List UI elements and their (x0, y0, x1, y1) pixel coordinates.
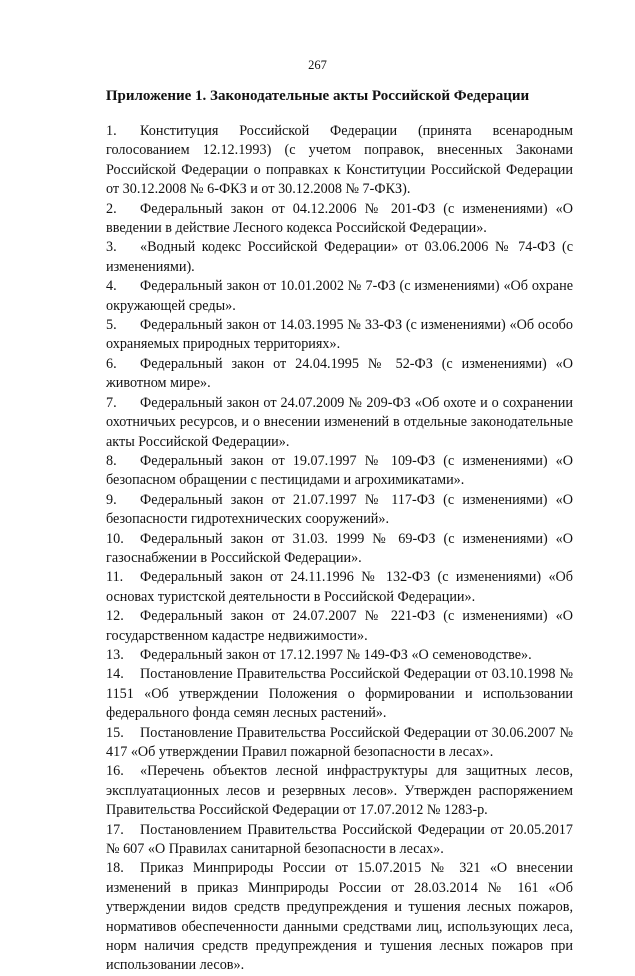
list-item-text: Постановлением Правительства Российской Федерации от 20.05.2017 № 607 «О Правилах санитарной безопасности в лесах». (106, 821, 573, 858)
list-item-text: Приказ Минприроды России от 15.07.2015 № 321 «О внесении изменений в приказ Минприроды России от 28.03.2014 № 161 «Об утверждении видов средств предупреждения и тушения лесных пожаров, нормативов обеспеченности данными средствами лиц, использующих леса, норм наличия средств предупреждения и тушения лесных пожаров при использовании лесов». (106, 860, 573, 974)
list-item-number: 8. (106, 452, 117, 469)
law-list-item (106, 122, 573, 200)
law-list-item (106, 821, 573, 860)
list-item-number: 18. (106, 860, 124, 877)
list-item-text: Федеральный закон от 24.11.1996 № 132-ФЗ (с изменениями) «Об основах туристской деятельности в Российской Федерации». (106, 569, 573, 605)
list-item-text: Федеральный закон от 14.03.1995 № 33-ФЗ (с изменениями) «Об особо охраняемых природных территориях». (106, 317, 573, 353)
list-item-text: Федеральный закон от 24.07.2009 № 209-ФЗ «Об охоте и о сохранении охотничьих ресурсов, и о внесении изменений в отдельные законодательные акты Российской Федерации». (106, 394, 573, 450)
list-item-number: 14. (106, 666, 124, 683)
list-item-number: 12. (106, 608, 124, 625)
law-list-item (106, 762, 573, 820)
list-item-number: 3. (106, 239, 117, 256)
law-list-item (106, 238, 573, 277)
list-item-text: Федеральный закон от 04.12.2006 № 201-ФЗ (с изменениями) «О введении в действие Лесного кодекса Российской Федерации». (106, 200, 573, 237)
list-item-number: 5. (106, 317, 117, 334)
list-item-number: 4. (106, 278, 117, 295)
page-number: 267 (308, 58, 327, 72)
law-list-item (106, 491, 573, 530)
list-item-number: 17. (106, 821, 124, 838)
list-item-text: Федеральный закон от 17.12.1997 № 149-ФЗ «О семеноводстве». (140, 646, 532, 663)
list-item-text: Федеральный закон от 24.07.2007 № 221-ФЗ (с изменениями) «О государственном кадастре недвижимости». (106, 608, 573, 644)
list-item-number: 9. (106, 491, 117, 508)
law-list-item (106, 665, 573, 723)
list-item-text: Конституция Российской Федерации (принята всенародным голосованием 12.12.1993) (с учетом поправок, внесенных Законами Российской Федерации о поправках к Конституции Российской Федерации от 30.12.2008 № 6-ФКЗ и от 30.12.2008 № 7-ФКЗ). (106, 123, 573, 198)
law-list-item (106, 394, 573, 452)
law-list-item (106, 355, 573, 394)
law-list-item (106, 277, 573, 316)
list-item-text: Федеральный закон от 19.07.1997 № 109-ФЗ (с изменениями) «О безопасном обращении с пестицидами и агрохимикатами». (106, 452, 573, 489)
list-item-text: Постановление Правительства Российской Федерации от 30.06.2007 № 417 «Об утверждении Правил пожарной безопасности в лесах». (106, 724, 573, 760)
law-list (106, 122, 573, 976)
list-item-number: 1. (106, 123, 117, 139)
list-item-number: 15. (106, 724, 124, 741)
law-list-item (106, 607, 573, 646)
list-item-text: Федеральный закон от 21.07.1997 № 117-ФЗ (с изменениями) «О безопасности гидротехнических сооружений». (106, 491, 573, 528)
list-item-number: 2. (106, 200, 117, 217)
list-item-number: 13. (106, 646, 124, 663)
list-item-number: 6. (106, 355, 117, 372)
list-item-text: Федеральный закон от 10.01.2002 № 7-ФЗ (с изменениями) «Об охране окружающей среды». (106, 278, 573, 314)
law-list-item (106, 200, 573, 239)
law-list-item (106, 316, 573, 355)
law-list-item (106, 530, 573, 569)
list-item-text: Постановление Правительства Российской Федерации от 03.10.1998 № 1151 «Об утверждении Положения о формировании и использовании федерального фонда семян лесных растений». (106, 666, 573, 722)
list-item-number: 16. (106, 763, 124, 780)
list-item-number: 7. (106, 394, 117, 411)
law-list-item (106, 452, 573, 491)
law-list-item (106, 568, 573, 607)
list-item-number: 11. (106, 569, 124, 586)
list-item-text: Федеральный закон от 24.04.1995 № 52-ФЗ (с изменениями) «О животном мире». (106, 355, 573, 392)
law-list-item (106, 646, 573, 665)
list-item-text: «Водный кодекс Российской Федерации» от 03.06.2006 № 74-ФЗ (с изменениями). (106, 239, 573, 275)
law-list-item (106, 859, 573, 975)
list-item-number: 10. (106, 530, 124, 547)
appendix-title: Приложение 1. Законодательные акты Российской Федерации (105, 88, 530, 104)
list-item-text: «Перечень объектов лесной инфраструктуры для защитных лесов, эксплуатационных лесов и резервных лесов». Утвержден распоряжением Правительства Российской Федерации от 17.07.2012 № 1283-р. (106, 763, 573, 819)
list-item-text: Федеральный закон от 31.03. 1999 № 69-ФЗ (с изменениями) «О газоснабжении в Российской Федерации». (106, 530, 573, 566)
law-list-item (106, 724, 573, 763)
